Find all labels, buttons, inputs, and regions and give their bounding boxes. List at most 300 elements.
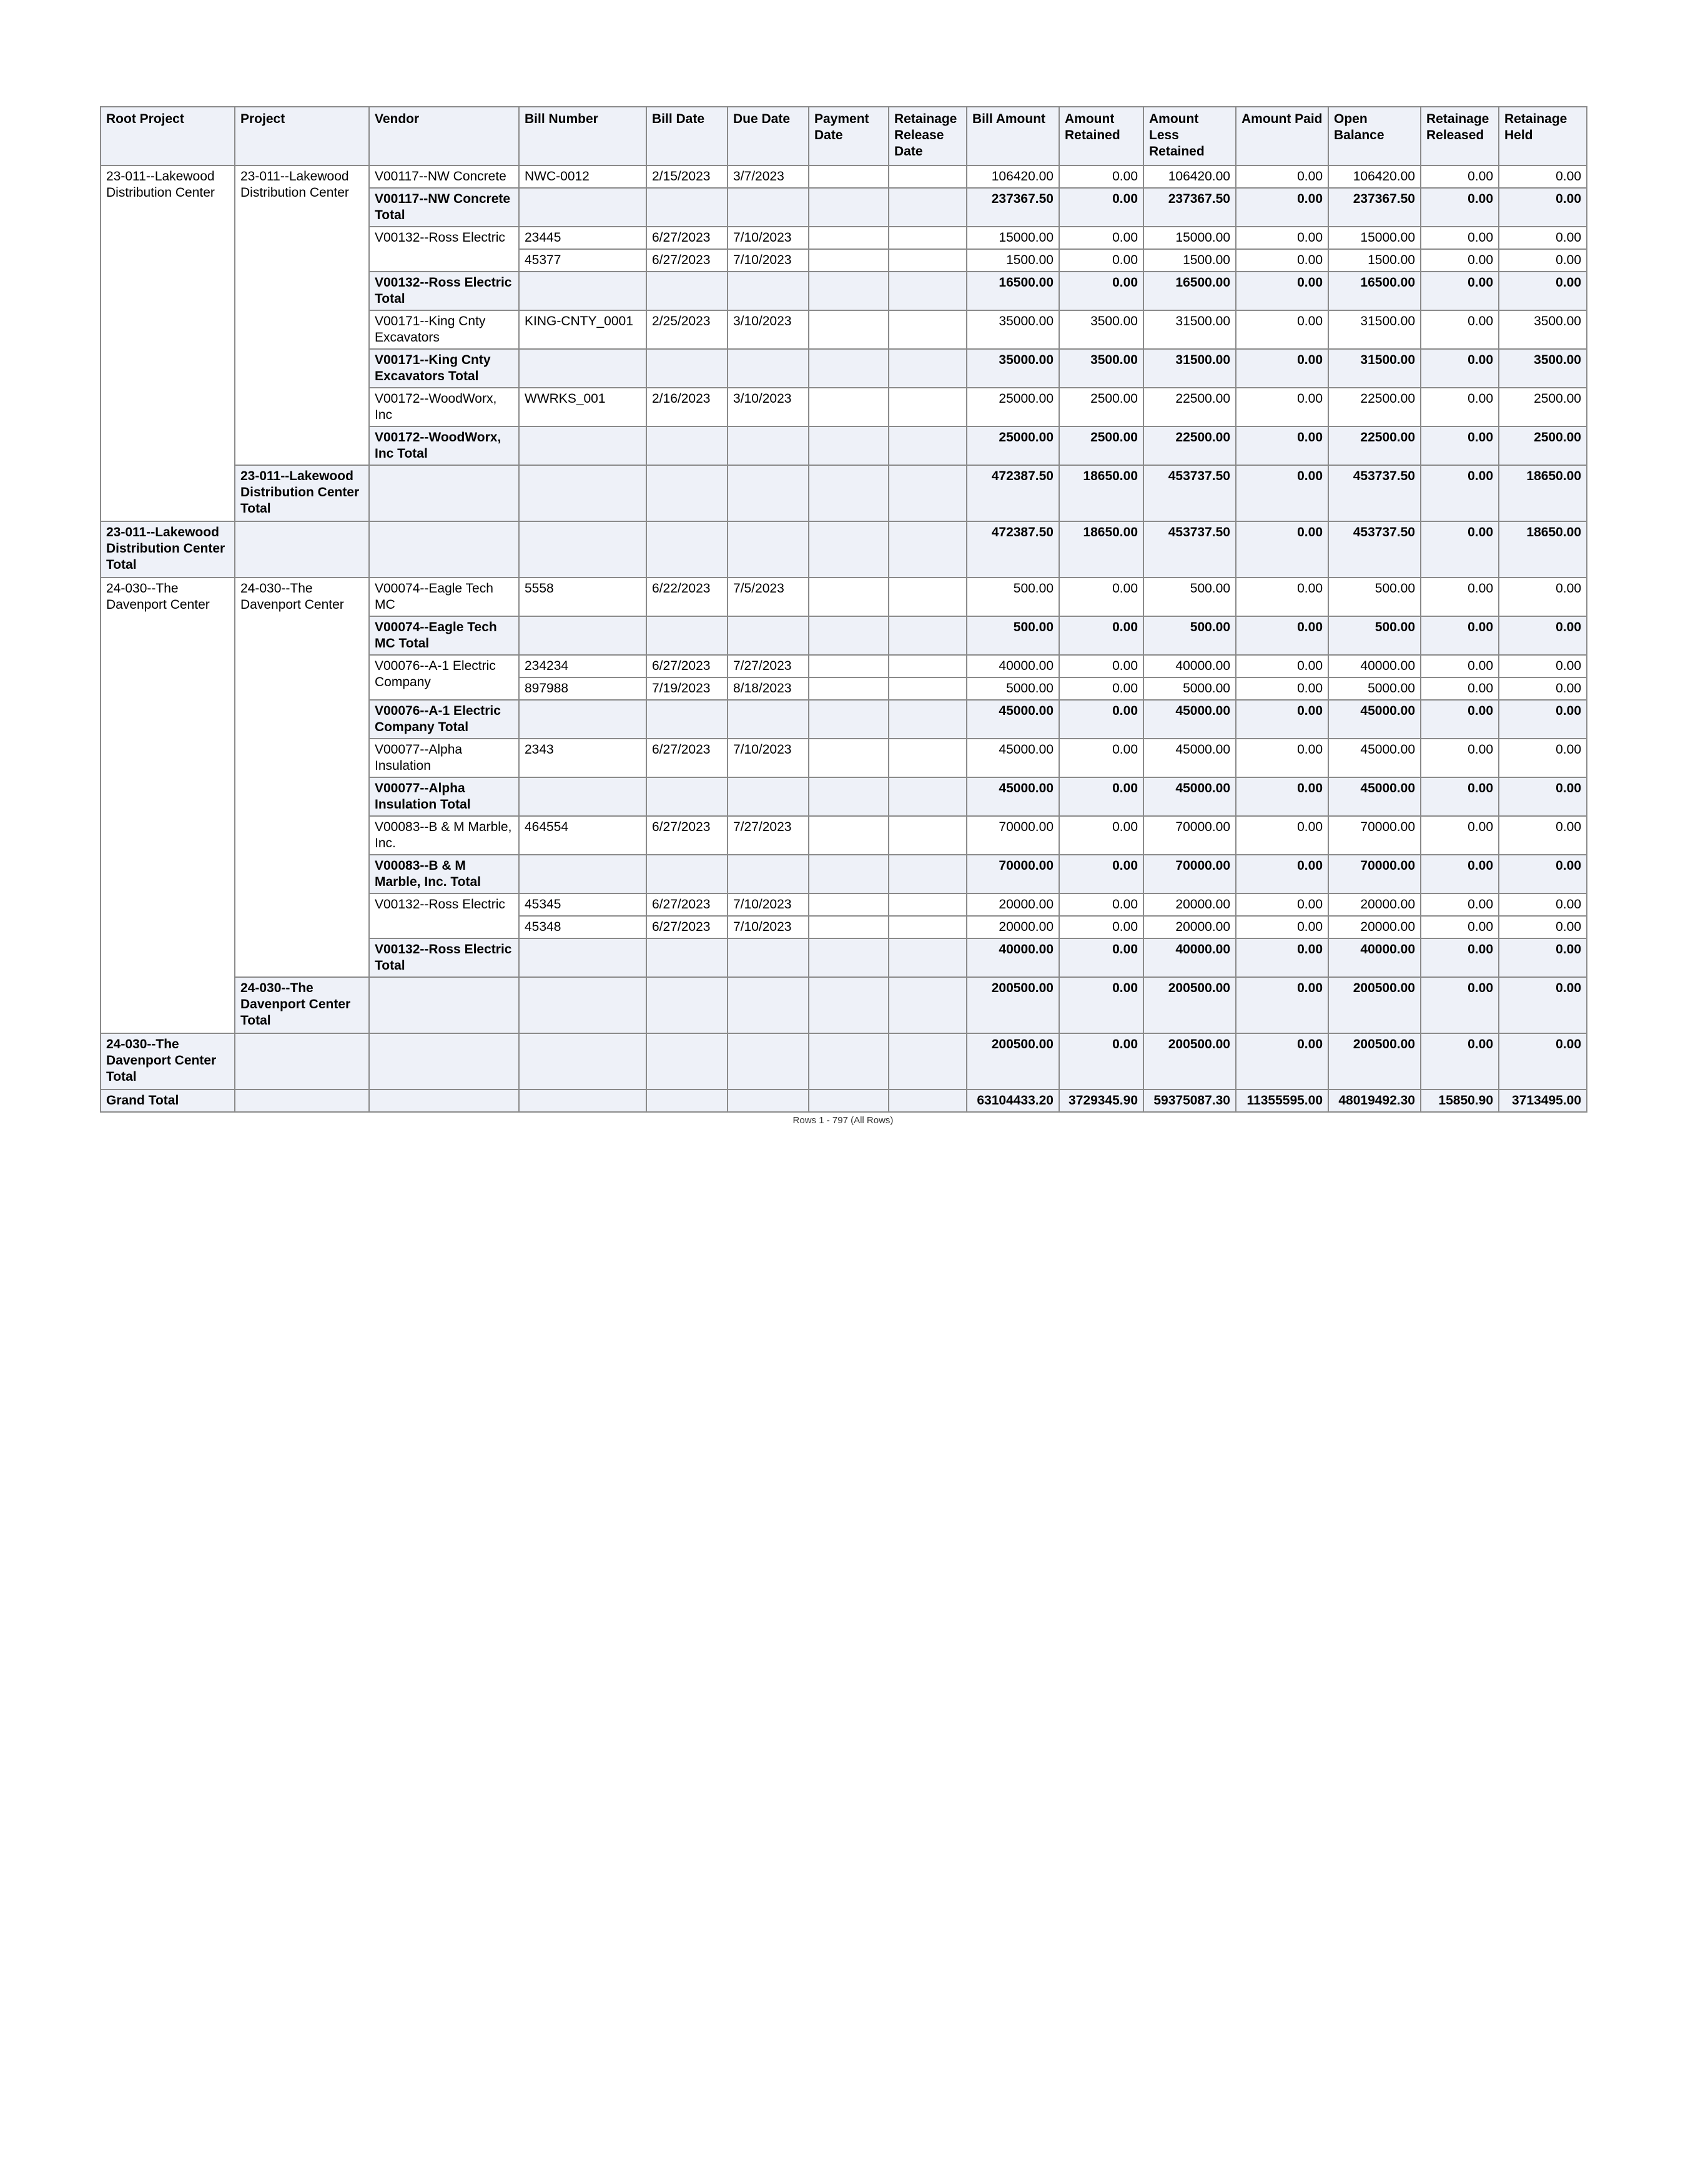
amount-cell: 200500.00 — [1143, 1033, 1236, 1090]
grand-total-label: Grand Total — [101, 1090, 235, 1112]
bill-number-cell: NWC-0012 — [519, 165, 646, 188]
due-date-cell: 3/10/2023 — [728, 388, 809, 426]
amount-cell: 0.00 — [1059, 700, 1143, 739]
amount-cell: 70000.00 — [1328, 816, 1421, 855]
amount-cell: 0.00 — [1236, 521, 1328, 578]
amount-cell: 18650.00 — [1059, 521, 1143, 578]
amount-cell: 0.00 — [1059, 616, 1143, 655]
amount-cell: 0.00 — [1059, 777, 1143, 816]
retainage-release-date-cell — [889, 739, 967, 777]
amount-cell: 106420.00 — [1143, 165, 1236, 188]
amount-cell: 0.00 — [1059, 893, 1143, 916]
amount-cell: 16500.00 — [967, 272, 1059, 310]
empty-cell — [728, 855, 809, 893]
amount-cell: 0.00 — [1236, 739, 1328, 777]
amount-cell: 70000.00 — [967, 855, 1059, 893]
amount-cell: 70000.00 — [1328, 855, 1421, 893]
project-cell: 23-011--Lakewood Distribution Center — [235, 165, 369, 465]
amount-cell: 63104433.20 — [967, 1090, 1059, 1112]
amount-cell: 16500.00 — [1328, 272, 1421, 310]
empty-cell — [728, 188, 809, 227]
amount-cell: 45000.00 — [1143, 739, 1236, 777]
column-header[interactable]: Amount Retained — [1059, 107, 1143, 165]
amount-cell: 22500.00 — [1328, 388, 1421, 426]
amount-cell: 0.00 — [1059, 249, 1143, 272]
retainage-release-date-cell — [889, 310, 967, 349]
amount-cell: 0.00 — [1236, 272, 1328, 310]
payment-date-cell — [809, 916, 889, 938]
amount-cell: 40000.00 — [1143, 655, 1236, 677]
amount-cell: 0.00 — [1059, 188, 1143, 227]
payment-date-cell — [809, 165, 889, 188]
empty-cell — [809, 349, 889, 388]
empty-cell — [646, 188, 728, 227]
empty-cell — [519, 855, 646, 893]
due-date-cell: 7/10/2023 — [728, 916, 809, 938]
amount-cell: 40000.00 — [1143, 938, 1236, 977]
empty-cell — [728, 1090, 809, 1112]
column-header[interactable]: Project — [235, 107, 369, 165]
amount-cell: 2500.00 — [1499, 426, 1587, 465]
amount-cell: 0.00 — [1421, 521, 1499, 578]
empty-cell — [728, 938, 809, 977]
amount-cell: 0.00 — [1499, 1033, 1587, 1090]
empty-cell — [809, 465, 889, 521]
vendor-cell: V00132--Ross Electric — [369, 227, 519, 272]
amount-cell: 0.00 — [1499, 916, 1587, 938]
amount-cell: 0.00 — [1059, 816, 1143, 855]
due-date-cell: 3/7/2023 — [728, 165, 809, 188]
vendor-total-label: V00132--Ross Electric Total — [369, 938, 519, 977]
amount-cell: 45000.00 — [1328, 700, 1421, 739]
project-cell: 24-030--The Davenport Center — [235, 578, 369, 977]
amount-cell: 0.00 — [1421, 777, 1499, 816]
amount-cell: 0.00 — [1059, 1033, 1143, 1090]
bill-number-cell: 23445 — [519, 227, 646, 249]
amount-cell: 70000.00 — [1143, 855, 1236, 893]
empty-cell — [809, 426, 889, 465]
amount-cell: 0.00 — [1236, 677, 1328, 700]
amount-cell: 40000.00 — [967, 938, 1059, 977]
due-date-cell: 3/10/2023 — [728, 310, 809, 349]
amount-cell: 31500.00 — [1328, 349, 1421, 388]
amount-cell: 0.00 — [1499, 655, 1587, 677]
amount-cell: 5000.00 — [1143, 677, 1236, 700]
amount-cell: 22500.00 — [1328, 426, 1421, 465]
payment-date-cell — [809, 578, 889, 616]
amount-cell: 200500.00 — [1328, 1033, 1421, 1090]
empty-cell — [889, 1090, 967, 1112]
amount-cell: 0.00 — [1236, 578, 1328, 616]
amount-cell: 0.00 — [1421, 977, 1499, 1033]
amount-cell: 106420.00 — [967, 165, 1059, 188]
empty-cell — [646, 426, 728, 465]
amount-cell: 18650.00 — [1499, 521, 1587, 578]
amount-cell: 48019492.30 — [1328, 1090, 1421, 1112]
amount-cell: 0.00 — [1236, 165, 1328, 188]
amount-cell: 35000.00 — [967, 349, 1059, 388]
amount-cell: 0.00 — [1421, 739, 1499, 777]
amount-cell: 0.00 — [1059, 655, 1143, 677]
amount-cell: 0.00 — [1421, 227, 1499, 249]
empty-cell — [728, 521, 809, 578]
empty-cell — [235, 1033, 369, 1090]
amount-cell: 0.00 — [1499, 249, 1587, 272]
empty-cell — [646, 777, 728, 816]
vendor-cell: V00132--Ross Electric — [369, 893, 519, 938]
bill-number-cell: 897988 — [519, 677, 646, 700]
empty-cell — [809, 777, 889, 816]
amount-cell: 0.00 — [1236, 310, 1328, 349]
amount-cell: 200500.00 — [1143, 977, 1236, 1033]
amount-cell: 20000.00 — [1328, 893, 1421, 916]
empty-cell — [809, 188, 889, 227]
amount-cell: 20000.00 — [967, 916, 1059, 938]
amount-cell: 0.00 — [1236, 465, 1328, 521]
amount-cell: 45000.00 — [1328, 777, 1421, 816]
project-total-row — [101, 465, 1587, 521]
due-date-cell: 7/27/2023 — [728, 655, 809, 677]
empty-cell — [728, 777, 809, 816]
amount-cell: 0.00 — [1236, 916, 1328, 938]
column-header[interactable]: Bill Number — [519, 107, 646, 165]
empty-cell — [646, 616, 728, 655]
vendor-total-label: V00074--Eagle Tech MC Total — [369, 616, 519, 655]
amount-cell: 70000.00 — [967, 816, 1059, 855]
empty-cell — [889, 777, 967, 816]
amount-cell: 0.00 — [1421, 272, 1499, 310]
column-header[interactable]: Bill Amount — [967, 107, 1059, 165]
bill-date-cell: 6/27/2023 — [646, 916, 728, 938]
vendor-cell: V00077--Alpha Insulation — [369, 739, 519, 777]
empty-cell — [809, 700, 889, 739]
column-header[interactable]: Bill Date — [646, 107, 728, 165]
amount-cell: 20000.00 — [967, 893, 1059, 916]
amount-cell: 200500.00 — [967, 1033, 1059, 1090]
payment-date-cell — [809, 227, 889, 249]
amount-cell: 2500.00 — [1059, 388, 1143, 426]
empty-cell — [369, 1090, 519, 1112]
header-row — [101, 107, 1587, 165]
amount-cell: 0.00 — [1059, 916, 1143, 938]
empty-cell — [519, 188, 646, 227]
amount-cell: 0.00 — [1499, 700, 1587, 739]
empty-cell — [646, 272, 728, 310]
amount-cell: 0.00 — [1421, 616, 1499, 655]
amount-cell: 0.00 — [1421, 310, 1499, 349]
amount-cell: 0.00 — [1236, 227, 1328, 249]
payment-date-cell — [809, 816, 889, 855]
empty-cell — [889, 188, 967, 227]
empty-cell — [519, 938, 646, 977]
amount-cell: 18650.00 — [1059, 465, 1143, 521]
amount-cell: 59375087.30 — [1143, 1090, 1236, 1112]
bill-number-cell: 5558 — [519, 578, 646, 616]
project-total-label: 24-030--The Davenport Center Total — [235, 977, 369, 1033]
amount-cell: 0.00 — [1421, 188, 1499, 227]
project-total-label: 23-011--Lakewood Distribution Center Total — [235, 465, 369, 521]
empty-cell — [519, 272, 646, 310]
due-date-cell: 8/18/2023 — [728, 677, 809, 700]
column-header[interactable]: Root Project — [101, 107, 235, 165]
retainage-release-date-cell — [889, 655, 967, 677]
amount-cell: 0.00 — [1421, 349, 1499, 388]
amount-cell: 0.00 — [1499, 227, 1587, 249]
empty-cell — [809, 977, 889, 1033]
root-project-cell: 23-011--Lakewood Distribution Center — [101, 165, 235, 521]
empty-cell — [889, 616, 967, 655]
column-header[interactable]: Amount Paid — [1236, 107, 1328, 165]
empty-cell — [809, 855, 889, 893]
vendor-cell: V00076--A-1 Electric Company — [369, 655, 519, 700]
amount-cell: 18650.00 — [1499, 465, 1587, 521]
payment-date-cell — [809, 893, 889, 916]
amount-cell: 20000.00 — [1328, 916, 1421, 938]
payment-date-cell — [809, 655, 889, 677]
bill-number-cell: 464554 — [519, 816, 646, 855]
empty-cell — [728, 616, 809, 655]
column-header[interactable]: Vendor — [369, 107, 519, 165]
bill-date-cell: 6/27/2023 — [646, 227, 728, 249]
amount-cell: 0.00 — [1499, 616, 1587, 655]
amount-cell: 0.00 — [1059, 578, 1143, 616]
amount-cell: 0.00 — [1499, 816, 1587, 855]
amount-cell: 453737.50 — [1143, 521, 1236, 578]
amount-cell: 237367.50 — [967, 188, 1059, 227]
amount-cell: 0.00 — [1499, 855, 1587, 893]
column-header[interactable]: Open Balance — [1328, 107, 1421, 165]
amount-cell: 0.00 — [1421, 249, 1499, 272]
amount-cell: 0.00 — [1421, 893, 1499, 916]
amount-cell: 45000.00 — [967, 777, 1059, 816]
empty-cell — [728, 426, 809, 465]
column-header[interactable]: Retainage Release Date — [889, 107, 967, 165]
due-date-cell: 7/27/2023 — [728, 816, 809, 855]
amount-cell: 0.00 — [1236, 188, 1328, 227]
project-total-row — [101, 977, 1587, 1033]
amount-cell: 200500.00 — [967, 977, 1059, 1033]
empty-cell — [889, 700, 967, 739]
empty-cell — [646, 700, 728, 739]
amount-cell: 500.00 — [1143, 578, 1236, 616]
empty-cell — [369, 521, 519, 578]
grand-total-row — [101, 1090, 1587, 1112]
amount-cell: 0.00 — [1499, 677, 1587, 700]
amount-cell: 0.00 — [1499, 777, 1587, 816]
empty-cell — [809, 521, 889, 578]
amount-cell: 3500.00 — [1499, 349, 1587, 388]
amount-cell: 0.00 — [1236, 655, 1328, 677]
bill-number-cell: 234234 — [519, 655, 646, 677]
report-body — [101, 165, 1587, 1112]
amount-cell: 0.00 — [1421, 426, 1499, 465]
amount-cell: 40000.00 — [1328, 938, 1421, 977]
root-project-total-label: 24-030--The Davenport Center Total — [101, 1033, 235, 1090]
amount-cell: 3500.00 — [1059, 349, 1143, 388]
amount-cell: 106420.00 — [1328, 165, 1421, 188]
amount-cell: 40000.00 — [967, 655, 1059, 677]
amount-cell: 500.00 — [1328, 578, 1421, 616]
amount-cell: 31500.00 — [1143, 349, 1236, 388]
bill-number-cell: WWRKS_001 — [519, 388, 646, 426]
retainage-release-date-cell — [889, 677, 967, 700]
amount-cell: 3500.00 — [1059, 310, 1143, 349]
empty-cell — [646, 938, 728, 977]
column-header[interactable]: Amount Less Retained — [1143, 107, 1236, 165]
amount-cell: 0.00 — [1236, 816, 1328, 855]
amount-cell: 0.00 — [1236, 1033, 1328, 1090]
vendor-total-label: V00117--NW Concrete Total — [369, 188, 519, 227]
amount-cell: 5000.00 — [1328, 677, 1421, 700]
empty-cell — [889, 938, 967, 977]
amount-cell: 0.00 — [1499, 739, 1587, 777]
due-date-cell: 7/10/2023 — [728, 227, 809, 249]
bill-date-cell: 6/27/2023 — [646, 655, 728, 677]
vendor-cell: V00171--King Cnty Excavators — [369, 310, 519, 349]
bill-date-cell: 7/19/2023 — [646, 677, 728, 700]
column-header[interactable]: Payment Date — [809, 107, 889, 165]
amount-cell: 0.00 — [1421, 165, 1499, 188]
vendor-total-label: V00077--Alpha Insulation Total — [369, 777, 519, 816]
amount-cell: 0.00 — [1499, 165, 1587, 188]
empty-cell — [889, 977, 967, 1033]
amount-cell: 31500.00 — [1328, 310, 1421, 349]
empty-cell — [889, 426, 967, 465]
bill-date-cell: 2/16/2023 — [646, 388, 728, 426]
empty-cell — [728, 1033, 809, 1090]
empty-cell — [809, 1090, 889, 1112]
amount-cell: 15000.00 — [967, 227, 1059, 249]
bill-date-cell: 2/25/2023 — [646, 310, 728, 349]
bill-date-cell: 6/27/2023 — [646, 739, 728, 777]
amount-cell: 35000.00 — [967, 310, 1059, 349]
bill-number-cell: 45348 — [519, 916, 646, 938]
vendor-total-label: V00172--WoodWorx, Inc Total — [369, 426, 519, 465]
retainage-release-date-cell — [889, 578, 967, 616]
amount-cell: 0.00 — [1236, 938, 1328, 977]
column-header[interactable]: Retainage Held — [1499, 107, 1587, 165]
payment-date-cell — [809, 310, 889, 349]
empty-cell — [889, 1033, 967, 1090]
amount-cell: 15850.90 — [1421, 1090, 1499, 1112]
amount-cell: 0.00 — [1499, 578, 1587, 616]
payment-date-cell — [809, 388, 889, 426]
payment-date-cell — [809, 677, 889, 700]
vendor-total-label: V00171--King Cnty Excavators Total — [369, 349, 519, 388]
amount-cell: 40000.00 — [1328, 655, 1421, 677]
empty-cell — [519, 521, 646, 578]
retainage-release-date-cell — [889, 893, 967, 916]
amount-cell: 0.00 — [1059, 165, 1143, 188]
vendor-total-label: V00083--B & M Marble, Inc. Total — [369, 855, 519, 893]
amount-cell: 0.00 — [1236, 700, 1328, 739]
amount-cell: 0.00 — [1236, 249, 1328, 272]
amount-cell: 1500.00 — [967, 249, 1059, 272]
empty-cell — [889, 272, 967, 310]
amount-cell: 2500.00 — [1499, 388, 1587, 426]
amount-cell: 11355595.00 — [1236, 1090, 1328, 1112]
root-project-total-label: 23-011--Lakewood Distribution Center Total — [101, 521, 235, 578]
empty-cell — [235, 521, 369, 578]
amount-cell: 70000.00 — [1143, 816, 1236, 855]
amount-cell: 1500.00 — [1328, 249, 1421, 272]
amount-cell: 0.00 — [1059, 977, 1143, 1033]
amount-cell: 0.00 — [1059, 938, 1143, 977]
vendor-cell: V00074--Eagle Tech MC — [369, 578, 519, 616]
empty-cell — [369, 977, 519, 1033]
amount-cell: 0.00 — [1421, 388, 1499, 426]
amount-cell: 237367.50 — [1328, 188, 1421, 227]
empty-cell — [728, 977, 809, 1033]
amount-cell: 0.00 — [1499, 272, 1587, 310]
empty-cell — [809, 938, 889, 977]
root-project-cell: 24-030--The Davenport Center — [101, 578, 235, 1033]
amount-cell: 0.00 — [1499, 188, 1587, 227]
empty-cell — [519, 349, 646, 388]
empty-cell — [519, 777, 646, 816]
amount-cell: 0.00 — [1236, 777, 1328, 816]
amount-cell: 22500.00 — [1143, 426, 1236, 465]
bill-number-cell: 45345 — [519, 893, 646, 916]
amount-cell: 0.00 — [1499, 893, 1587, 916]
amount-cell: 45000.00 — [1328, 739, 1421, 777]
empty-cell — [646, 465, 728, 521]
empty-cell — [728, 272, 809, 310]
table-row — [101, 578, 1587, 616]
due-date-cell: 7/10/2023 — [728, 249, 809, 272]
amount-cell: 0.00 — [1421, 700, 1499, 739]
amount-cell: 1500.00 — [1143, 249, 1236, 272]
amount-cell: 0.00 — [1421, 677, 1499, 700]
empty-cell — [889, 349, 967, 388]
retainage-release-date-cell — [889, 388, 967, 426]
amount-cell: 453737.50 — [1143, 465, 1236, 521]
amount-cell: 20000.00 — [1143, 916, 1236, 938]
amount-cell: 472387.50 — [967, 465, 1059, 521]
empty-cell — [646, 1090, 728, 1112]
amount-cell: 237367.50 — [1143, 188, 1236, 227]
amount-cell: 45000.00 — [1143, 777, 1236, 816]
bill-date-cell: 2/15/2023 — [646, 165, 728, 188]
empty-cell — [519, 700, 646, 739]
amount-cell: 3713495.00 — [1499, 1090, 1587, 1112]
amount-cell: 45000.00 — [967, 739, 1059, 777]
empty-cell — [369, 1033, 519, 1090]
column-header[interactable]: Due Date — [728, 107, 809, 165]
amount-cell: 0.00 — [1421, 578, 1499, 616]
column-header[interactable]: Retainage Released — [1421, 107, 1499, 165]
vendor-cell: V00083--B & M Marble, Inc. — [369, 816, 519, 855]
empty-cell — [646, 977, 728, 1033]
empty-cell — [369, 465, 519, 521]
amount-cell: 0.00 — [1421, 938, 1499, 977]
amount-cell: 0.00 — [1236, 388, 1328, 426]
bill-date-cell: 6/27/2023 — [646, 893, 728, 916]
empty-cell — [646, 349, 728, 388]
empty-cell — [519, 977, 646, 1033]
amount-cell: 0.00 — [1421, 465, 1499, 521]
retainage-release-date-cell — [889, 249, 967, 272]
vendor-total-label: V00132--Ross Electric Total — [369, 272, 519, 310]
amount-cell: 20000.00 — [1143, 893, 1236, 916]
amount-cell: 45000.00 — [1143, 700, 1236, 739]
bill-date-cell: 6/22/2023 — [646, 578, 728, 616]
amount-cell: 45000.00 — [967, 700, 1059, 739]
vendor-cell: V00117--NW Concrete — [369, 165, 519, 188]
empty-cell — [519, 616, 646, 655]
retainage-release-date-cell — [889, 916, 967, 938]
amount-cell: 453737.50 — [1328, 521, 1421, 578]
